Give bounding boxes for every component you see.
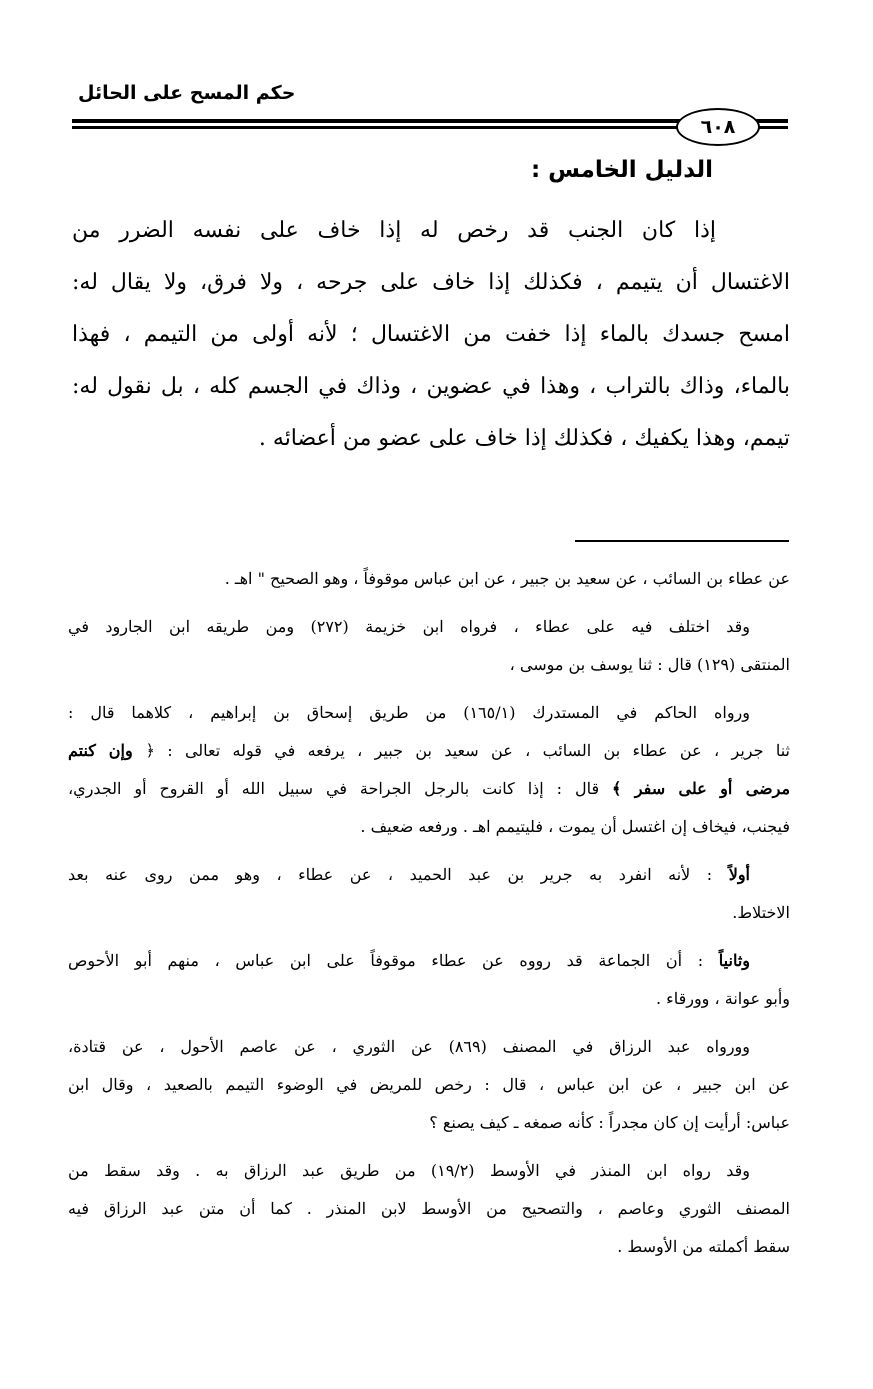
footnote-line: عن ابن جبير ، عن ابن عباس ، قال : رخص للمريض في الوضوء التيمم بالصعيد ، وقال ابن <box>68 1075 790 1094</box>
point-label: أولاً <box>728 865 750 884</box>
footnote-line: ورواه الحاكم في المستدرك (١٦٥/١) من طريق إسحاق بن إبراهيم ، كلاهما قال : <box>68 703 750 722</box>
page-number-text: ٦٠٨ <box>700 116 736 138</box>
main-line: الاغتسال أن يتيمم ، فكذلك إذا خاف على جرحه ، ولا فرق، ولا يقال له: <box>72 270 790 295</box>
footnote-text: قال : إذا كانت بالرجل الجراحة في سبيل الله أو القروح أو الجدري، <box>68 779 613 798</box>
footnote-line <box>68 856 790 894</box>
footnote-line <box>68 942 790 980</box>
footnotes <box>68 560 790 1266</box>
footnote-line: الاختلاط. <box>732 903 790 922</box>
footnote-line: وورواه عبد الرزاق في المصنف (٨٦٩) عن الثوري ، عن عاصم الأحول ، عن قتادة، <box>68 1037 751 1056</box>
footnote-line: وقد رواه ابن المنذر في الأوسط (١٩/٢) من طريق عبد الرزاق به . وقد سقط من <box>68 1161 750 1180</box>
footnote-text: ثنا جرير ، عن عطاء بن السائب ، عن سعيد بن جبير ، يرفعه في قوله تعالى : ﴿ <box>145 741 790 760</box>
footnote-line: عباس: أرأيت إن كان مجدراً : كأنه صمغه ـ كيف يصنع ؟ <box>429 1113 790 1132</box>
footnote-line: وأبو عوانة ، وورقاء . <box>656 989 790 1008</box>
main-line: بالماء، وذاك بالتراب ، وهذا في عضوين ، وذاك في الجسم كله ، بل نقول له: <box>72 374 790 399</box>
main-paragraph <box>72 205 790 465</box>
footnote-separator <box>575 540 789 542</box>
footnote-line: المنتقى (١٢٩) قال : ثنا يوسف بن موسى ، <box>509 655 790 674</box>
main-line: تيمم، وهذا يكفيك ، فكذلك إذا خاف على عضو من أعضائه . <box>258 426 790 451</box>
footnote-line <box>68 732 790 770</box>
footnote-line: سقط أكملته من الأوسط . <box>617 1237 790 1256</box>
quran-quote: مرضى أو على سفر ﴾ <box>612 779 790 798</box>
footnote-text: : لأنه انفرد به جرير بن عبد الحميد ، عن عطاء ، وهو ممن روى عنه بعد <box>68 865 729 884</box>
footnote-line <box>68 770 790 808</box>
main-line: إذا كان الجنب قد رخص له إذا خاف على نفسه الضرر من <box>72 218 716 243</box>
page-number <box>676 108 760 146</box>
footnote-line: فيجنب، فيخاف إن اغتسل أن يموت ، فليتيمم اهـ . ورفعه ضعيف . <box>360 817 790 836</box>
point-label: وثانياً <box>718 951 750 970</box>
main-line: امسح جسدك بالماء إذا خفت من الاغتسال ؛ لأنه أولى من التيمم ، فهذا <box>72 322 790 347</box>
footnote-line: عن عطاء بن السائب ، عن سعيد بن جبير ، عن ابن عباس موقوفاً ، وهو الصحيح " اهـ . <box>224 569 790 588</box>
quran-quote: وإن كنتم <box>68 741 146 760</box>
footnote-text: : أن الجماعة قد رووه عن عطاء موقوفاً على ابن عباس ، منهم أبو الأحوص <box>68 951 719 970</box>
footnote-line: المصنف الثوري وعاصم ، والتصحيح من الأوسط لابن المنذر . كما أن متن عبد الرزاق فيه <box>68 1199 790 1218</box>
running-title: حكم المسح على الحائل <box>78 82 296 104</box>
footnote-line: وقد اختلف فيه على عطاء ، فرواه ابن خزيمة (٢٧٢) ومن طريقه ابن الجارود في <box>68 617 751 636</box>
section-heading: الدليل الخامس : <box>530 157 713 183</box>
